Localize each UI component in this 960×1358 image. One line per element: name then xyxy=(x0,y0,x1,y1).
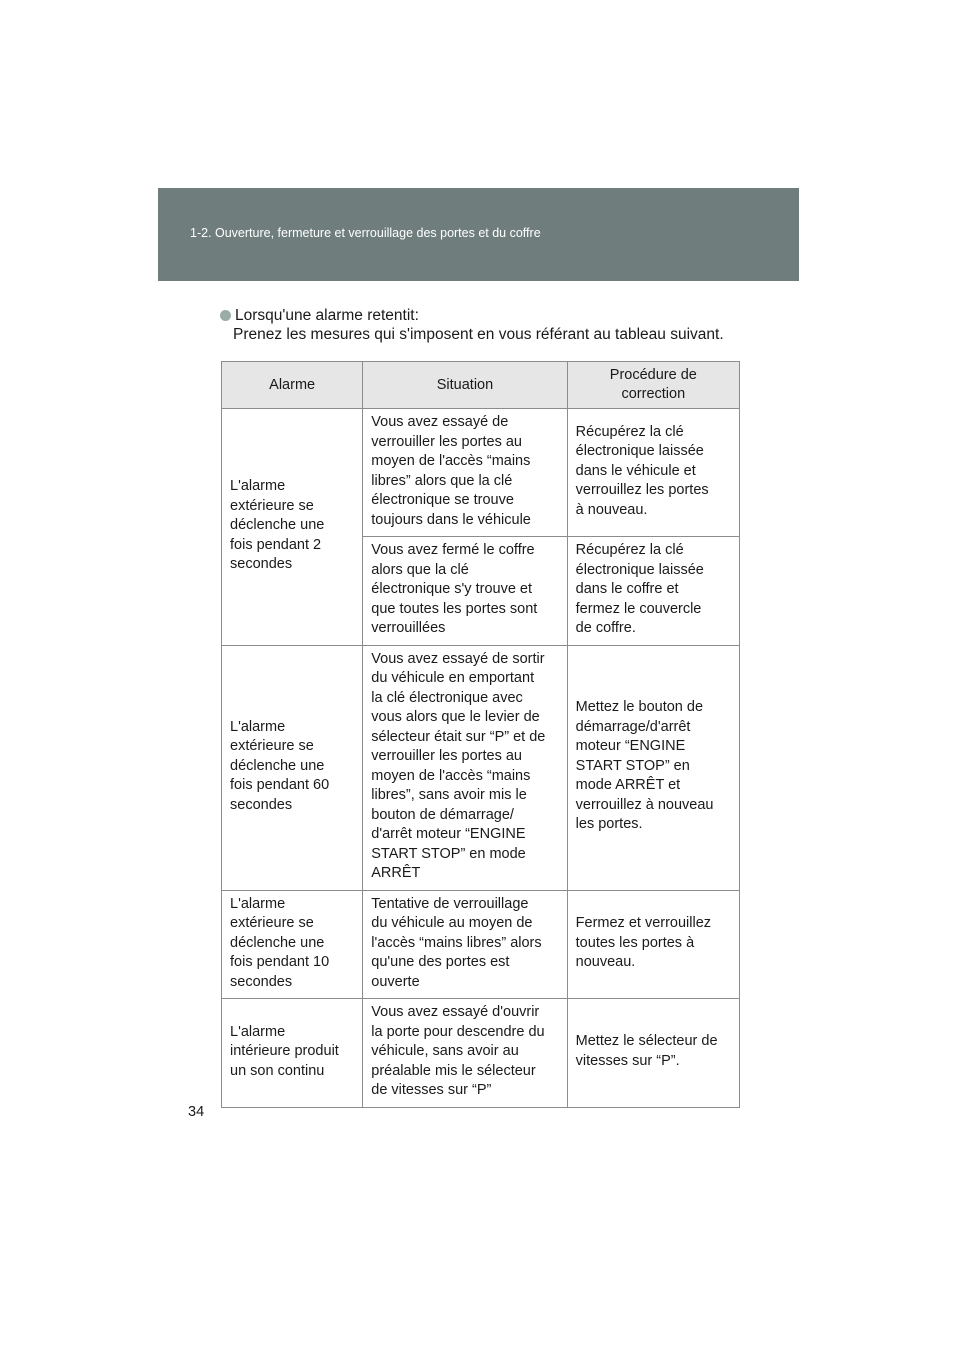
bullet-icon xyxy=(220,310,231,321)
intro-heading: Lorsqu'une alarme retentit: xyxy=(235,307,419,324)
situation-cell: Vous avez essayé de verrouiller les portes au moyen de l'accès “mains libres” alors que la clé électronique se trouve toujours dans le véhicule xyxy=(363,409,567,537)
alarm-cell: L'alarme extérieure se déclenche une fois pendant 60 secondes xyxy=(222,645,363,890)
header-alarme: Alarme xyxy=(222,362,363,409)
situation-cell: Tentative de verrouillage du véhicule au moyen de l'accès “mains libres” alors qu'une des portes est ouverte xyxy=(363,890,567,999)
intro-bullet-row xyxy=(220,306,760,325)
procedure-cell: Récupérez la clé électronique laissée dans le véhicule et verrouillez les portes à nouveau. xyxy=(567,409,739,537)
alarm-cell: L'alarme extérieure se déclenche une fois pendant 10 secondes xyxy=(222,890,363,999)
table-row xyxy=(222,409,740,537)
section-title: 1-2. Ouverture, fermeture et verrouillage des portes et du coffre xyxy=(190,226,541,240)
procedure-cell: Mettez le bouton de démarrage/d'arrêt moteur “ENGINE START STOP” en mode ARRÊT et verrouillez à nouveau les portes. xyxy=(567,645,739,890)
situation-cell: Vous avez essayé d'ouvrir la porte pour descendre du véhicule, sans avoir au préalable mis le sélecteur de vitesses sur “P” xyxy=(363,999,567,1108)
alarm-cell: L'alarme extérieure se déclenche une fois pendant 2 secondes xyxy=(222,409,363,646)
alarm-table xyxy=(221,361,740,1108)
header-procedure: Procédure de correction xyxy=(567,362,739,409)
procedure-cell: Mettez le sélecteur de vitesses sur “P”. xyxy=(567,999,739,1108)
intro-instruction: Prenez les mesures qui s'imposent en vous référant au tableau suivant. xyxy=(233,326,724,343)
header-situation: Situation xyxy=(363,362,567,409)
alarm-cell: L'alarme intérieure produit un son continu xyxy=(222,999,363,1108)
situation-cell: Vous avez fermé le coffre alors que la clé électronique s'y trouve et que toutes les portes sont verrouillées xyxy=(363,537,567,646)
procedure-cell: Récupérez la clé électronique laissée dans le coffre et fermez le couvercle de coffre. xyxy=(567,537,739,646)
situation-cell: Vous avez essayé de sortir du véhicule en emportant la clé électronique avec vous alors que le levier de sélecteur était sur “P” et de verrouiller les portes au moyen de l'accès “mains libres”, sans avoir mis le bouton de démarrage/ d'arrêt moteur “ENGINE START STOP” en mode ARRÊT xyxy=(363,645,567,890)
page-number: 34 xyxy=(188,1104,205,1120)
intro-block xyxy=(220,306,760,344)
section-header-band xyxy=(158,188,799,281)
procedure-cell: Fermez et verrouillez toutes les portes à nouveau. xyxy=(567,890,739,999)
table-row xyxy=(222,645,740,890)
table-header-row xyxy=(222,362,740,409)
table-row xyxy=(222,890,740,999)
table-row xyxy=(222,999,740,1108)
